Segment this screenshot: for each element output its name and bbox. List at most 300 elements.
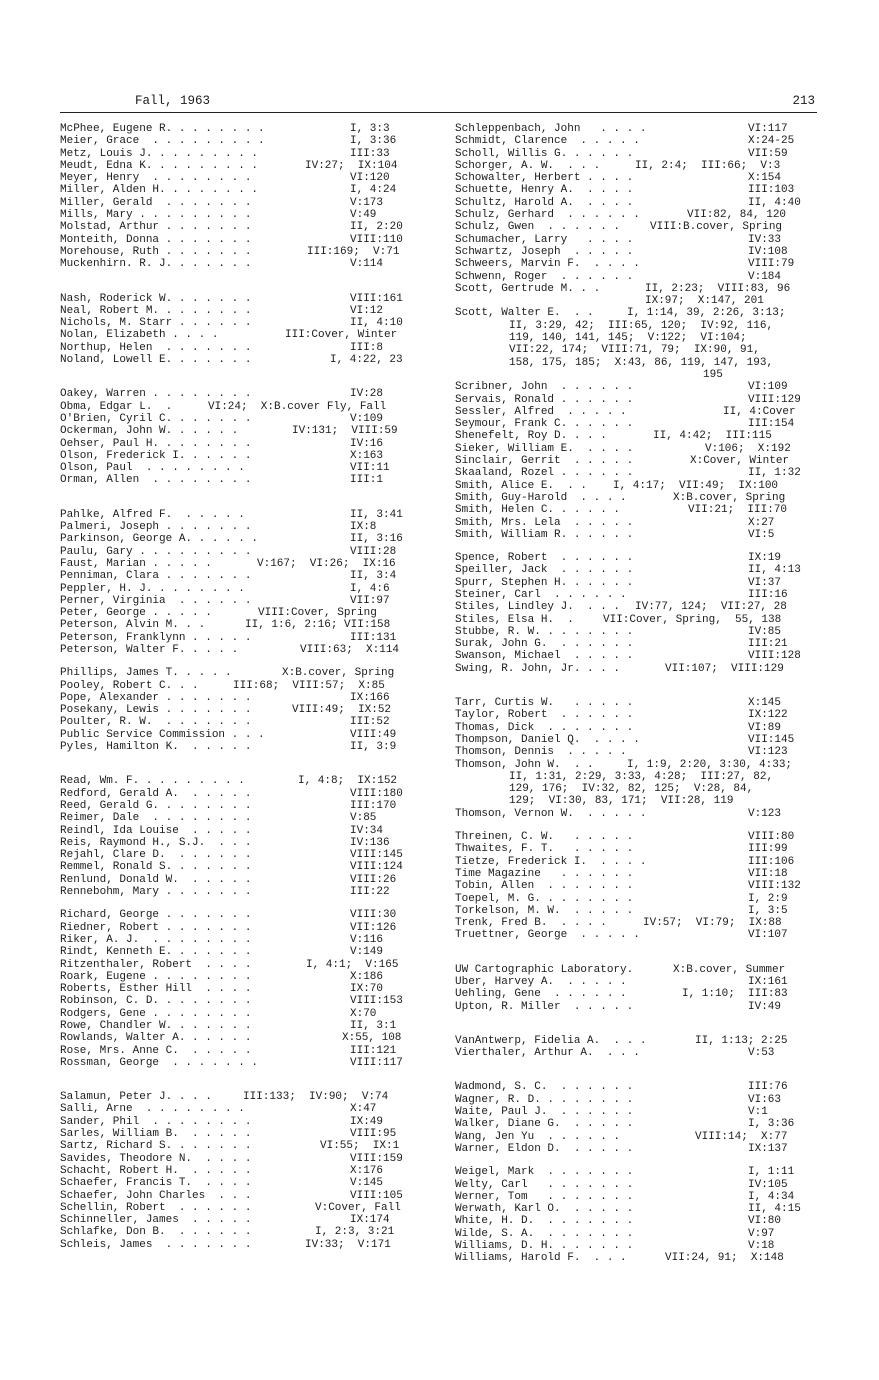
page-header xyxy=(60,94,817,113)
index-entry xyxy=(455,381,817,393)
entry-name: Scholl, Willis G. . . . . . xyxy=(455,147,634,160)
index-entry xyxy=(60,983,420,995)
running-title: Fall, 1963 xyxy=(135,94,211,108)
entry-reference: II, 2:4; III:66; V:3 xyxy=(635,159,781,172)
index-entry xyxy=(60,874,420,886)
entry-name: Nolan, Elizabeth . . . . xyxy=(60,329,219,342)
entry-reference: IV:27; IX:104 xyxy=(305,159,398,172)
index-entry xyxy=(60,221,420,233)
index-entry xyxy=(60,1008,420,1020)
entry-name: Sessler, Alfred . . . . . xyxy=(455,405,627,418)
index-entry xyxy=(455,1191,817,1203)
index-entry xyxy=(60,1045,420,1057)
index-entry xyxy=(455,1118,817,1130)
entry-reference: VI:120 xyxy=(350,172,390,185)
entry-name: Servais, Ronald . . . . . . xyxy=(455,393,634,406)
index-entry xyxy=(455,418,817,430)
entry-reference: VI:109 xyxy=(748,381,788,394)
entry-reference: IX:19 xyxy=(748,552,782,565)
entry-reference: VIII:63; X:114 xyxy=(300,643,400,656)
entry-reference: IX:166 xyxy=(350,691,390,704)
index-entry xyxy=(455,197,817,209)
index-entry xyxy=(60,148,420,160)
entry-reference: II, 4:10 xyxy=(350,317,403,330)
entry-name: Rindt, Kenneth E. . . . . . . xyxy=(60,946,252,959)
entry-reference: III:21 xyxy=(748,638,788,651)
entry-name: Nichols, M. Starr . . . . . . xyxy=(60,317,252,330)
entry-reference: VII:126 xyxy=(350,921,397,934)
index-entry xyxy=(60,558,420,570)
index-entry xyxy=(455,880,817,892)
entry-name: Poulter, R. W. . . . . . . . xyxy=(60,716,252,729)
index-entry xyxy=(455,795,817,807)
entry-reference: I, 4:1; V:165 xyxy=(306,958,399,971)
index-entry xyxy=(455,307,817,319)
entry-name: Peterson, Franklynn . . . . . xyxy=(60,631,252,644)
index-entry xyxy=(60,886,420,898)
section-gap xyxy=(455,675,817,686)
index-entry xyxy=(455,808,817,820)
entry-reference: II, 3:16 xyxy=(350,533,403,546)
index-entry xyxy=(455,172,817,184)
entry-reference: III:170 xyxy=(350,799,397,812)
index-entry xyxy=(455,123,817,135)
section-gap xyxy=(455,953,817,964)
entry-name: Parkinson, George A. . . . . . xyxy=(60,533,259,546)
entry-reference: V:97 xyxy=(748,1227,775,1240)
entry-reference: IV:105 xyxy=(748,1178,788,1191)
entry-reference: IX:122 xyxy=(748,709,788,722)
entry-reference: VII:59 xyxy=(748,147,788,160)
entry-reference: VIII:80 xyxy=(748,831,795,844)
entry-name: Schorger, A. W. . . . xyxy=(455,159,601,172)
entry-reference: VI:80 xyxy=(748,1215,782,1228)
entry-reference: V:1 xyxy=(748,1106,768,1119)
entry-name: Seymour, Frank C. . . . . . xyxy=(455,418,634,431)
entry-reference: VII:97 xyxy=(350,594,390,607)
entry-name: Schuette, Henry A. . . . . xyxy=(455,184,634,197)
index-entry xyxy=(455,135,817,147)
entry-reference: V:85 xyxy=(350,812,377,825)
index-entry xyxy=(455,1094,817,1106)
entry-name: Schwenn, Roger . . . . . . xyxy=(455,270,634,283)
entry-reference: II, 4:Cover xyxy=(723,405,796,418)
entry-reference: X:145 xyxy=(748,697,782,710)
index-entry xyxy=(60,825,420,837)
entry-reference: IV:34 xyxy=(350,824,384,837)
entry-reference: VIII:153 xyxy=(350,995,403,1008)
entry-name: Thomson, John W. . . xyxy=(455,758,594,771)
entry-reference: VI:123 xyxy=(748,746,788,759)
index-entry xyxy=(455,1215,817,1227)
entry-reference: III:169; V:71 xyxy=(307,245,400,258)
entry-reference: I, 4:6 xyxy=(350,582,390,595)
entry-reference: VIII:49; IX:52 xyxy=(292,704,392,717)
index-entry xyxy=(455,746,817,758)
entry-name: Stiles, Lindley J. . . . xyxy=(455,601,621,614)
index-entry xyxy=(60,1226,420,1238)
entry-reference: IV:77, 124; VII:27, 28 xyxy=(635,601,787,614)
entry-name: Richard, George . . . . . . . xyxy=(60,909,252,922)
index-entry xyxy=(60,462,420,474)
section-gap xyxy=(60,1069,420,1080)
entry-reference: I, 4:24 xyxy=(350,184,397,197)
entry-name: Rodgers, Gene . . . . . . . . xyxy=(60,1007,252,1020)
entry-name: Pahlke, Alfred F. . . . . . xyxy=(60,508,245,521)
index-entry xyxy=(60,595,420,607)
index-entry xyxy=(455,1106,817,1118)
entry-name: Peppler, H. J. . . . . . . . xyxy=(60,582,245,595)
index-entry xyxy=(455,184,817,196)
entry-reference: V:106; X:192 xyxy=(705,442,791,455)
entry-reference: II, 3:41 xyxy=(350,508,403,521)
index-entry xyxy=(60,995,420,1007)
entry-reference: V:149 xyxy=(350,946,384,959)
entry-name: Swing, R. John, Jr. . . . xyxy=(455,662,621,675)
entry-name: Peter, George . . . . . xyxy=(60,607,212,620)
entry-name: Trenk, Fred B. . . . . xyxy=(455,917,607,930)
section-gap xyxy=(60,1080,420,1091)
entry-name: Werner, Tom . . . . . . . xyxy=(455,1190,634,1203)
entry-name: Obma, Edgar L. . xyxy=(60,400,173,413)
entry-name: Peterson, Walter F. . . . . xyxy=(60,643,239,656)
section-gap xyxy=(60,282,420,293)
index-entry xyxy=(455,529,817,541)
entry-name: Reindl, Ida Louise . . . . . xyxy=(60,824,252,837)
entry-name: Riker, A. J. . . . . . . . . xyxy=(60,933,252,946)
entry-reference: IV:136 xyxy=(350,836,390,849)
index-entry xyxy=(455,964,817,976)
index-entry xyxy=(60,1165,420,1177)
entry-reference: VI:89 xyxy=(748,721,782,734)
entry-reference: III:16 xyxy=(748,588,788,601)
index-entry xyxy=(60,533,420,545)
entry-reference: VIII:159 xyxy=(350,1152,403,1165)
entry-reference: V:114 xyxy=(350,258,384,271)
index-entry xyxy=(60,849,420,861)
index-entry xyxy=(60,354,420,366)
entry-name: Rossman, George . . . . . . . xyxy=(60,1056,259,1069)
index-entry xyxy=(455,148,817,160)
entry-name: Rose, Mrs. Anne C. . . . . . xyxy=(60,1044,252,1057)
entry-name: Speiller, Jack . . . . . . xyxy=(455,564,634,577)
entry-reference: V:53 xyxy=(748,1047,775,1060)
index-entry xyxy=(60,135,420,147)
index-entry xyxy=(455,650,817,662)
entry-continuation: II, 1:31, 2:29, 3:33, 4:28; III:27, 82, xyxy=(509,770,774,783)
entry-name: Ritzenthaler, Robert . . . . xyxy=(60,958,252,971)
entry-reference: VIII:B.cover, Spring xyxy=(650,221,783,234)
index-entry xyxy=(455,771,817,783)
entry-reference: IV:57; VI:79; IX:88 xyxy=(643,917,782,930)
entry-name: Scott, Walter E. . . xyxy=(455,307,594,320)
index-entry xyxy=(455,209,817,221)
entry-name: Schaefer, John Charles . . . xyxy=(60,1189,252,1202)
entry-name: O'Brien, Cyril C. . . . . . . xyxy=(60,412,252,425)
entry-name: Faust, Marian . . . . . xyxy=(60,557,212,570)
index-entry xyxy=(60,922,420,934)
entry-name: Sartz, Richard S. . . . . . . xyxy=(60,1140,252,1153)
entry-reference: V:184 xyxy=(748,270,782,283)
index-entry xyxy=(455,480,817,492)
section-gap xyxy=(455,1070,817,1081)
entry-name: Spurr, Stephen H. . . . . . xyxy=(455,576,634,589)
entry-reference: III:154 xyxy=(748,418,795,431)
entry-name: Skaaland, Rozel . . . . . . xyxy=(455,467,634,480)
index-entry xyxy=(60,837,420,849)
entry-name: Thomson, Vernon W. . . . . . xyxy=(455,807,647,820)
index-entry xyxy=(455,783,817,795)
index-entry xyxy=(455,905,817,917)
entry-name: Rowe, Chandler W. . . . . . . xyxy=(60,1020,252,1032)
entry-reference: IX:174 xyxy=(350,1214,390,1227)
index-entry xyxy=(60,521,420,533)
entry-name: Read, Wm. F. . . . . . . . . xyxy=(60,775,245,788)
entry-reference: V:Cover, Fall xyxy=(315,1201,401,1214)
index-entry xyxy=(60,704,420,716)
entry-name: Schaefer, Francis T. . . . . xyxy=(60,1177,252,1190)
entry-reference: VIII:Cover, Spring xyxy=(258,607,377,620)
index-entry xyxy=(455,1143,817,1155)
entry-name: Stubbe, R. W. . . . . . . . xyxy=(455,625,634,638)
entry-name: Tobin, Allen . . . . . . . xyxy=(455,880,634,893)
entry-reference: III:22 xyxy=(350,886,390,899)
entry-name: White, H. D. . . . . . . . xyxy=(455,1215,634,1228)
entry-name: Nash, Roderick W. . . . . . . xyxy=(60,292,252,305)
entry-name: Paulu, Gary . . . . . . . . . xyxy=(60,545,252,558)
entry-name: Meier, Grace . . . . . . . . . xyxy=(60,135,265,148)
entry-name: Schlafke, Don B. . . . . . . xyxy=(60,1226,252,1239)
entry-name: Wagner, R. D. . . . . . . . xyxy=(455,1093,634,1106)
entry-reference: X:24-25 xyxy=(748,135,795,148)
index-entry xyxy=(60,570,420,582)
index-entry xyxy=(60,1057,420,1069)
index-entry xyxy=(60,450,420,462)
entry-name: Savides, Theodore N. . . . . xyxy=(60,1152,252,1165)
index-entry xyxy=(60,342,420,354)
entry-name: VanAntwerp, Fidelia A. . . . xyxy=(455,1034,647,1047)
index-entry xyxy=(455,856,817,868)
entry-name: Public Service Commission . . . xyxy=(60,728,265,741)
index-entry xyxy=(455,492,817,504)
entry-reference: II, 3:4 xyxy=(350,570,397,583)
entry-name: Rowlands, Walter A. . . . . . xyxy=(60,1032,252,1045)
entry-name: Salamun, Peter J. . . . xyxy=(60,1091,212,1104)
entry-name: Rennebohm, Mary . . . . . . . xyxy=(60,886,252,899)
entry-name: Miller, Gerald . . . . . . . xyxy=(60,196,252,209)
section-gap xyxy=(455,1024,817,1035)
entry-name: Weigel, Mark . . . . . . . xyxy=(455,1166,634,1179)
entry-name: Schinneller, James . . . . . xyxy=(60,1214,252,1227)
entry-reference: II, 4:42; III:115 xyxy=(653,430,772,443)
index-entry xyxy=(60,741,420,753)
index-entry xyxy=(60,619,420,631)
index-entry xyxy=(455,1047,817,1059)
section-gap xyxy=(455,686,817,697)
entry-name: Steiner, Carl . . . . . . xyxy=(455,588,627,601)
index-entry xyxy=(455,369,817,381)
entry-reference: II, 1:32 xyxy=(748,467,801,480)
entry-continuation: IX:97; X:147, 201 xyxy=(645,295,764,308)
index-entry xyxy=(455,552,817,564)
entry-reference: VII:82, 84, 120 xyxy=(687,209,787,222)
entry-name: Reis, Raymond H., S.J. . . . xyxy=(60,836,252,849)
index-entry xyxy=(60,438,420,450)
entry-continuation: 119, 140, 141, 145; V:122; VI:104; xyxy=(509,332,747,345)
index-entry xyxy=(60,234,420,246)
entry-reference: V:123 xyxy=(748,807,782,820)
entry-name: Warner, Eldon D. . . . . . xyxy=(455,1142,634,1155)
entry-name: Toepel, M. G. . . . . . . . xyxy=(455,892,634,905)
entry-reference: III:121 xyxy=(350,1044,397,1057)
entry-name: Schwartz, Joseph . . . . . xyxy=(455,245,634,258)
entry-name: Schleppenbach, John . . . . xyxy=(455,123,647,135)
entry-name: Schulz, Gerhard . . . . . . xyxy=(455,209,640,222)
section-gap xyxy=(60,377,420,388)
entry-name: Smith, Alice E. . . xyxy=(455,479,588,492)
entry-name: Surak, John G. . . . . . . xyxy=(455,638,634,651)
entry-name: Smith, Mrs. Lela . . . . . xyxy=(455,516,634,529)
index-entry xyxy=(455,697,817,709)
index-entry xyxy=(455,246,817,258)
entry-reference: III:33 xyxy=(350,147,390,160)
entry-name: Monteith, Donna . . . . . . . xyxy=(60,233,252,246)
entry-name: Schumacher, Larry . . . . xyxy=(455,233,634,246)
index-entry xyxy=(455,443,817,455)
index-entry xyxy=(60,246,420,258)
index-entry xyxy=(60,680,420,692)
index-entry xyxy=(455,601,817,613)
entry-reference: V:49 xyxy=(350,209,377,222)
index-entry xyxy=(60,388,420,400)
entry-reference: VIII:128 xyxy=(748,650,801,663)
entry-name: Riedner, Robert . . . . . . . xyxy=(60,921,252,934)
entry-name: Thompson, Daniel Q. . . . . xyxy=(455,733,640,746)
index-entry xyxy=(455,614,817,626)
entry-reference: VI:117 xyxy=(748,123,788,135)
entry-name: Phillips, James T. . . . . xyxy=(60,667,232,680)
entry-reference: X:70 xyxy=(350,1007,377,1020)
entry-reference: X:163 xyxy=(350,449,384,462)
index-entry xyxy=(455,1179,817,1191)
index-entry xyxy=(455,344,817,356)
index-entry xyxy=(455,455,817,467)
page-number: 213 xyxy=(792,94,815,108)
entry-name: UW Cartographic Laboratory. xyxy=(455,963,634,976)
entry-reference: IV:33 xyxy=(748,233,782,246)
entry-name: Pyles, Hamilton K. . . . . . xyxy=(60,741,252,754)
entry-name: Stiles, Elsa H. . xyxy=(455,613,574,626)
index-entry xyxy=(455,283,817,295)
index-entry xyxy=(60,800,420,812)
section-gap xyxy=(60,271,420,282)
entry-reference: VIII:105 xyxy=(350,1189,403,1202)
entry-continuation: 158, 175, 185; X:43, 86, 119, 147, 193, xyxy=(509,356,774,369)
entry-reference: I, 1:9, 2:20, 3:30, 4:33; xyxy=(627,758,793,771)
entry-reference: IV:131; VIII:59 xyxy=(292,425,398,438)
index-entry xyxy=(455,577,817,589)
entry-reference: VIII:124 xyxy=(350,861,403,874)
entry-name: Olson, Paul . . . . . . . . xyxy=(60,462,245,475)
entry-name: Perner, Virginia . . . . . . xyxy=(60,594,252,607)
entry-reference: I, 4:34 xyxy=(748,1190,795,1203)
entry-reference: V:18 xyxy=(748,1240,775,1253)
entry-reference: I, 3:5 xyxy=(748,904,788,917)
index-entry xyxy=(455,295,817,307)
entry-reference: V:109 xyxy=(350,412,384,425)
entry-name: Orman, Allen . . . . . . . . xyxy=(60,474,252,487)
entry-reference: IV:33; V:171 xyxy=(305,1238,391,1251)
entry-name: Uehling, Gene . . . . . . xyxy=(455,988,627,1001)
index-entry xyxy=(455,406,817,418)
entry-name: Walker, Diane G. . . . . . xyxy=(455,1118,634,1131)
entry-reference: IX:161 xyxy=(748,976,788,988)
entry-name: Smith, William R. . . . . . xyxy=(455,528,634,541)
entry-reference: I, 4:17; VII:49; IX:100 xyxy=(613,479,779,492)
entry-reference: II, 1:6, 2:16; VII:158 xyxy=(245,619,391,632)
entry-reference: VII:11 xyxy=(350,462,390,475)
index-entry xyxy=(455,430,817,442)
index-entry xyxy=(455,988,817,1000)
entry-name: Pope, Alexander . . . . . . . xyxy=(60,691,252,704)
index-entry xyxy=(60,583,420,595)
index-entry xyxy=(60,1190,420,1202)
entry-reference: IX:70 xyxy=(350,983,384,996)
entry-reference: II, 1:13; 2:25 xyxy=(695,1034,788,1047)
index-entry xyxy=(455,357,817,369)
section-gap xyxy=(60,487,420,498)
entry-name: Rejahl, Clare D. . . . . . . xyxy=(60,849,252,862)
entry-name: Truettner, George . . . . . xyxy=(455,929,640,942)
index-entry xyxy=(60,729,420,741)
entry-name: Miller, Alden H. . . . . . . . xyxy=(60,184,259,197)
entry-continuation: 129; VI:30, 83, 171; VII:28, 119 xyxy=(509,795,734,808)
index-entry xyxy=(455,1252,817,1264)
entry-reference: II, 2:20 xyxy=(350,221,403,234)
entry-reference: III:99 xyxy=(748,843,788,856)
index-entry xyxy=(60,1140,420,1152)
index-entry xyxy=(60,293,420,305)
entry-name: Palmeri, Joseph . . . . . . . xyxy=(60,521,252,534)
entry-name: Meudt, Edna K. . . . . . . . . xyxy=(60,159,259,172)
entry-reference: III:Cover, Winter xyxy=(285,329,398,342)
index-entry xyxy=(60,909,420,921)
entry-reference: VIII:49 xyxy=(350,728,397,741)
index-entry xyxy=(60,1091,420,1103)
index-entry xyxy=(60,1116,420,1128)
section-gap xyxy=(455,820,817,831)
section-gap xyxy=(455,942,817,953)
entry-reference: X:176 xyxy=(350,1164,384,1177)
entry-reference: X:B.cover, Spring xyxy=(673,491,786,504)
entry-reference: I, 3:3 xyxy=(350,123,390,135)
entry-name: McPhee, Eugene R. . . . . . . . xyxy=(60,123,265,135)
entry-name: Schellin, Robert . . . . . . xyxy=(60,1201,252,1214)
entry-reference: VIII:132 xyxy=(748,880,801,893)
entry-reference: IV:28 xyxy=(350,388,384,401)
entry-reference: VII:24, 91; X:148 xyxy=(665,1252,784,1265)
entry-name: Scribner, John . . . . . . xyxy=(455,381,634,394)
entry-name: Sieker, William E. . . . . xyxy=(455,442,634,455)
index-entry xyxy=(455,663,817,675)
entry-reference: IX:49 xyxy=(350,1115,384,1128)
index-entry xyxy=(60,1128,420,1140)
index-entry xyxy=(60,184,420,196)
entry-reference: VI:107 xyxy=(748,929,788,942)
section-gap xyxy=(60,366,420,377)
entry-reference: II, 4:13 xyxy=(748,564,801,577)
entry-name: Roberts, Esther Hill . . . . xyxy=(60,983,252,996)
